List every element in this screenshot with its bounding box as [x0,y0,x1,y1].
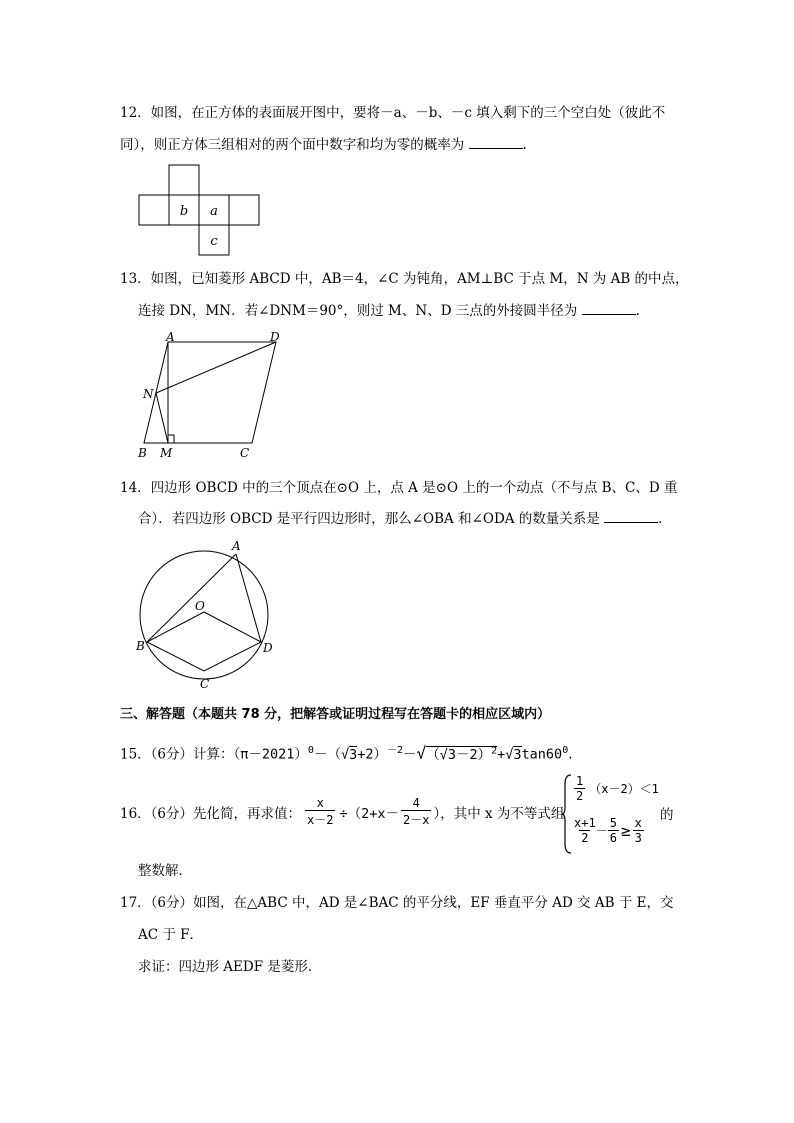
q13-line2-text: 连接 DN，MN．若∠DNM＝90°，则过 M、N、D 三点的外接圆半径为 [138,303,578,319]
q15-exp0b: 0 [562,745,569,756]
label-m: M [160,446,173,460]
net-label-a: a [210,204,218,219]
q16-line1 [120,796,564,828]
q13-line2 [138,302,640,320]
label-a: A [166,330,175,344]
q15-big-sqrt: √ [416,743,427,763]
q13-line1: 13．如图，已知菱形 ABCD 中，AB＝4，∠C 为钝角，AM⊥BC 于点 M，N 为 AB 的中点， [120,271,689,287]
net-label-c: c [210,234,218,249]
q16-frac2: 4 2－x [403,796,430,827]
q16-frac1: $\frac{x}{x-2}$ [307,796,334,827]
q12-line2-text: 同），则正方体三组相对的两个面中数字和均为零的概率为 [120,137,465,153]
q14-answer-blank [604,510,658,523]
q15-line [120,742,573,764]
q12-end: . [522,137,527,153]
q17-line3: 求证：四边形 AEDF 是菱形． [138,959,322,975]
segment-dn [156,342,276,393]
q15-exp0: 0 [307,745,314,756]
label-d: D [270,330,280,344]
label-b: B [138,446,147,460]
q16-ineq1: 1 2 （x－2）＜1 [576,774,659,803]
q16-tail: 的 [660,807,674,823]
rhombus-abcd [144,342,276,443]
q15-end: . [568,746,573,763]
label-d: D [263,641,273,655]
brace-icon [562,774,572,854]
segment-ba [147,554,236,642]
net-label-b: b [179,204,189,219]
q13-answer-blank [582,302,636,315]
net-cell-top [169,165,199,195]
circle-o [140,551,268,679]
quad-obcd [147,612,261,671]
q15-sqrt3-a: √3 [340,746,358,763]
label-c: C [240,446,250,460]
net-cell-right [229,195,259,225]
label-o: O [195,599,205,613]
net-cell-left [139,195,169,225]
q12-line2 [120,136,527,154]
q14-line1: 14．四边形 OBCD 中的三个顶点在⊙O 上，点 A 是⊙O 上的一个动点（不与点 B、C、D 重 [120,480,678,496]
q14-line2 [138,510,662,528]
segment-ad [236,554,261,642]
q15-plus: + [497,746,506,763]
q16-prefix: 16．（6分）先化简，再求值： [120,806,302,822]
q15-tan: tan60 [521,746,563,763]
q16-div: ÷（2+x－ [339,806,399,822]
circle-figure [132,536,282,692]
label-c: C [200,677,210,691]
q16-ineq2: x+1 2 － $\frac{5}{6}$ ≥ $\frac{x}{3}$ [574,816,642,845]
q15-minus2: － [403,746,417,763]
right-angle-mark [168,435,174,443]
section-title: 三、解答题（本题共 78 分，把解答或证明过程写在答题卡的相应区域内） [120,707,551,722]
q12-answer-blank [469,136,523,149]
q16-close: ），其中 x 为不等式组 [433,806,565,822]
segment-mn [156,393,168,443]
q15-sqrt3-b: √3 [505,746,522,763]
q12-line1: 12．如图，在正方体的表面展开图中，要将－a、－b、－c 填入剩下的三个空白处（彼此不 [120,105,666,121]
q15-expr1: （π－2021） [233,746,308,763]
q17-line1: 17．（6分）如图，在△ABC 中，AD 是∠BAC 的平分线，EF 垂直平分 AD 交 AB 于 E，交 [120,895,674,911]
cube-net-figure [138,164,262,256]
q14-end: . [658,511,663,527]
label-n: N [143,387,154,401]
q15-prefix: 15．（6分）计算： [120,746,234,763]
q17-line2: AC 于 F． [138,927,204,943]
label-a: A [232,539,241,553]
q16-line2: 整数解． [138,863,192,879]
rhombus-figure [134,330,286,462]
q15-plus2: +2） [357,746,387,763]
q14-line2-text: 合）．若四边形 OBCD 是平行四边形时，那么∠OBA 和∠ODA 的数量关系是 [138,511,600,527]
q15-radicand: $(√3-2)^2$ [426,745,498,763]
q15-expm2: －2 [387,745,404,756]
q13-end: . [635,303,640,319]
q15-minus1: －（ [313,746,341,763]
label-b: B [136,639,145,653]
